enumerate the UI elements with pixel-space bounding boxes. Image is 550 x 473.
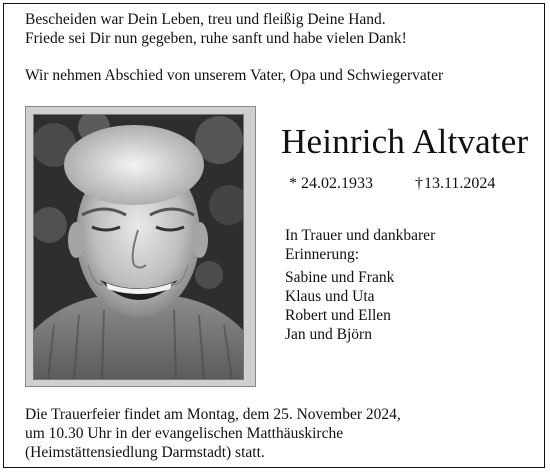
memorial-verse bbox=[25, 10, 407, 48]
farewell-intro: Wir nehmen Abschied von unserem Vater, Opa und Schwiegervater bbox=[25, 67, 444, 84]
family-member: Klaus und Uta bbox=[285, 288, 375, 305]
service-line: um 10.30 Uhr in der evangelischen Matthäuskirche bbox=[25, 425, 344, 442]
deceased-name: Heinrich Altvater bbox=[281, 122, 529, 161]
birth-date: * 24.02.1933 bbox=[289, 175, 373, 192]
family-member: Jan und Björn bbox=[285, 326, 372, 343]
portrait-frame bbox=[25, 106, 256, 387]
death-date: 13.11.2024 bbox=[424, 175, 496, 192]
family-member: Robert und Ellen bbox=[285, 307, 391, 324]
family-list bbox=[285, 268, 394, 344]
family-member: Sabine und Frank bbox=[285, 269, 395, 286]
mourning-note bbox=[285, 226, 435, 264]
service-line: Die Trauerfeier findet am Montag, dem 25. November 2024, bbox=[25, 406, 401, 423]
funeral-service-info bbox=[25, 405, 401, 462]
cross-icon: † bbox=[415, 175, 423, 192]
death-date-group bbox=[415, 174, 495, 193]
mourning-line: In Trauer und dankbarer bbox=[285, 227, 436, 244]
mourning-line: Erinnerung: bbox=[285, 246, 360, 263]
life-dates bbox=[289, 174, 495, 193]
verse-line: Bescheiden war Dein Leben, treu und fleißig Deine Hand. bbox=[25, 11, 386, 28]
service-line: (Heimstättensiedlung Darmstadt) statt. bbox=[25, 444, 265, 461]
portrait-photo bbox=[33, 114, 244, 380]
verse-line: Friede sei Dir nun gegeben, ruhe sanft und habe vielen Dank! bbox=[25, 30, 407, 47]
